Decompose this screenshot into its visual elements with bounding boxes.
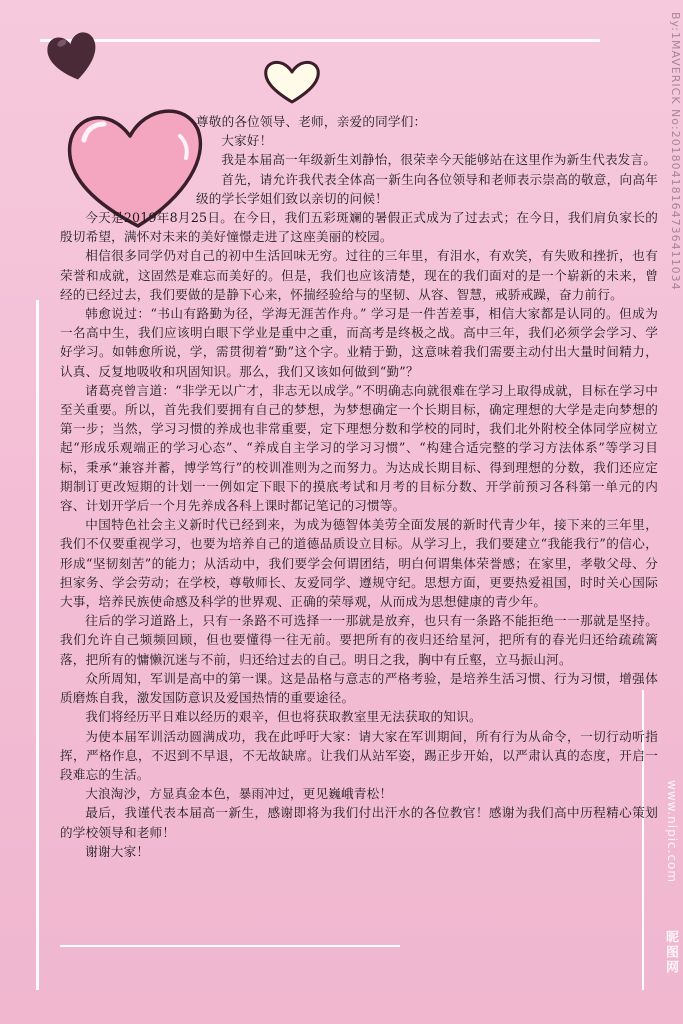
frame-line-top (40, 39, 600, 42)
frame-line-left (36, 300, 39, 990)
paragraph-slogan: 大浪淘沙，方显真金本色，暴雨冲过，更见巍峨青松！ (85, 786, 393, 802)
paragraph-new-era: 中国特色社会主义新时代已经到来，为成为德智体美劳全面发展的新时代青少年，接下来的三年里，我们不仅要重视学习，也要为培养自己的道德品质设立目标。从学习上，我们要建立“我能我行”的信心，形成“坚韧刻苦”的能力；从活动中，我们要学会何谓团结，明白何谓集体荣誉感；在家里，孝敬父母、分担家务、学会劳动；在学校，尊敬师长、友爱同学、遵规守纪。思想方面，更要热爱祖国，时时关心国际大事，培养民族使命感及科学的世界观、正确的荣辱观，从而成为思想健康的青少年。 (60, 517, 658, 610)
paragraph-final-thanks: 最后，我谨代表本届高一新生，感谢即将为我们付出汗水的各位教官！感谢为我们高中历程精心策划的学校领导和老师！ (60, 805, 658, 840)
greeting: 尊敬的各位领导、老师，亲爱的同学们： (196, 114, 427, 129)
watermark-logo: 昵图网 (663, 930, 678, 975)
watermark-id: By:1MAVERICK No:20180418164736411034 (669, 12, 682, 291)
thanks-first-paragraph: 首先，请允许我代表全体高一新生向各位领导和老师表示崇高的敬意，向高年级的学长学姐们致以亲切的问候！ (196, 171, 658, 206)
paragraph-persistence: 往后的学习道路上，只有一条路不可选择一一那就是放弃，也只有一条路不能拒绝一一那就是坚持。我们允许自己频频回顾，但也要懂得一往无前。要把所有的夜归还给星河，把所有的春光归还给疏疏篱落，把所有的慵懒沉迷与不前，归还给过去的自己。明日之我，胸中有丘壑，立马振山河。 (60, 613, 658, 667)
paragraph-junior-life: 相信很多同学仍对自己的初中生活回味无穷。过往的三年里，有泪水，有欢笑，有失败和挫折，也有荣誉和成就，这固然是难忘而美好的。但是，我们也应该清楚，现在的我们面对的是一个崭新的未来，曾经的已经过去，我们要做的是静下心来，怀揣经验给与的坚韧、从容、智慧，戒骄戒躁，奋力前行。 (60, 248, 658, 302)
frame-line-bottom (60, 945, 400, 947)
paragraph-hardship: 我们将经历平日难以经历的艰辛，但也将获取教室里无法获取的知识。 (85, 709, 482, 725)
hello-line: 大家好！ (221, 133, 273, 149)
paragraph-military-training: 众所周知，军训是高中的第一课。这是品格与意志的严格考验，是培养生活习惯、行为习惯，增强体质磨炼自我，激发国防意识及爱国热情的重要途径。 (60, 670, 658, 706)
paragraph-zhuge-liang: 诸葛亮曾言道：“非学无以广才，非志无以成学。”不明确志向就很难在学习上取得成就，目标在学习中至关重要。所以，首先我们要拥有自己的梦想，为梦想确定一个长期目标，确定理想的大学是走向梦想的第一步；当然，学习习惯的养成也非常重要，定下理想分数和学校的同时，我们北外附校全体同学应树立起“形成乐观端正的学习心态”、“养成自主学习的学习习惯”、“构建合适完整的学习方法体系”等学习目标，秉承“兼容并蓄，博学笃行”的校训准则为之而努力。为达成长期目标、得到理想的分数，我们还应定期制订更改短期的计划一一例如定下眼下的摸底考试和月考的目标分数、开学前预习各科第一单元的内容、计划开学后一个月先养成各科上课时都记笔记的习惯等。 (60, 382, 658, 514)
paragraph-closing: 谢谢大家！ (85, 843, 150, 859)
speech-letter (60, 112, 658, 861)
paragraph-date: 今天是2019年8月25日。在今日，我们五彩斑斓的暑假正式成为了过去式；在今日，我们肩负家长的殷切希望，满怀对未来的美好憧憬走进了这座美丽的校园。 (60, 210, 658, 245)
paragraph-appeal: 为使本届军训活动圆满成功，我在此呼吁大家：请大家在军训期间，所有行为从命令，一切行动听指挥，严格作息，不迟到不早退，不无故缺席。让我们从站军姿，踢正步开始，以严肃认真的态度，开启一段难忘的生活。 (60, 728, 658, 782)
intro-paragraph: 我是本届高一年级新生刘静怡，很荣幸今天能够站在这里作为新生代表发言。 (221, 152, 657, 168)
cream-heart-icon (258, 56, 326, 108)
watermark-site: www.nipic.com (665, 780, 679, 884)
dark-heart-icon (44, 28, 102, 84)
paragraph-han-yu: 韩愈说过：“书山有路勤为径，学海无涯苦作舟。” 学习是一件苦差事，相信大家都是认同的。但成为一名高中生，我们应该明白眼下学业是重中之重，而高考是终极之战。高中三年，我们必须学会学习、学好学习。如韩愈所说，学，需贯彻着“勤”这个字。业精于勤，这意味着我们需要主动付出大量时间精力，认真、反复地吸收和巩固知识。那么，我们又该如何做到“勤”？ (60, 306, 658, 379)
